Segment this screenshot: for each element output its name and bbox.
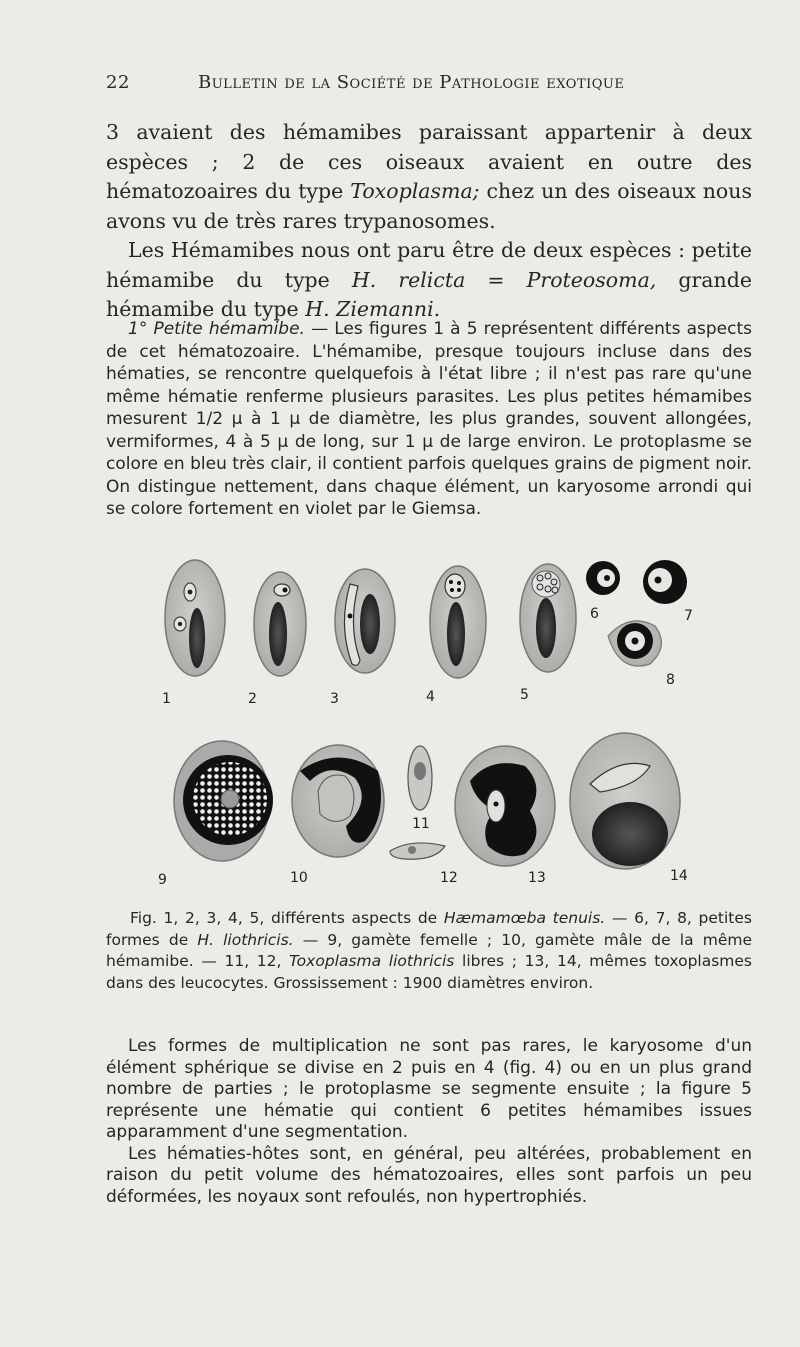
fig-label-8: 8 bbox=[666, 672, 675, 688]
cell-13-drawing bbox=[455, 746, 555, 866]
intro-paragraph-1 bbox=[106, 118, 752, 236]
figure-drawings bbox=[150, 556, 710, 896]
cell-8-drawing bbox=[608, 621, 661, 666]
fig-label-10: 10 bbox=[290, 870, 308, 886]
fig-label-12: 12 bbox=[440, 870, 458, 886]
cell-6-drawing bbox=[586, 561, 620, 595]
intro-paragraph-2 bbox=[106, 236, 752, 325]
fig-label-4: 4 bbox=[426, 689, 435, 705]
fig-label-14: 14 bbox=[670, 868, 688, 884]
fig-label-1: 1 bbox=[162, 691, 171, 707]
intro-paragraphs bbox=[106, 118, 752, 325]
host-cells-paragraph: Les hématies-hôtes sont, en général, peu altérées, probablement en raison du petit volume des hématozoaires, elles sont parfois un peu déformées, les noyaux sont refoulés, non hypertrophiés. bbox=[106, 1143, 752, 1207]
intro-line-2: 2 de ces oiseaux avaient en outre des hématozoaires du type bbox=[106, 149, 752, 203]
species-sentence-start: Les Hémamibes nous ont paru être de deux espèces : petite hémamibe du type bbox=[106, 238, 752, 292]
species-equals: = bbox=[465, 267, 527, 292]
intro-line-3: chez un des oiseaux nous avons vu de très rares trypanosomes. bbox=[106, 179, 752, 233]
journal-title: Bulletin de la Société de Pathologie exotique bbox=[198, 72, 625, 93]
fig-label-3: 3 bbox=[330, 691, 339, 707]
species-h-relicta: H. relicta bbox=[351, 267, 466, 292]
page-number: 22 bbox=[106, 72, 130, 93]
closing-paragraphs bbox=[106, 1036, 752, 1208]
cell-2-drawing bbox=[254, 572, 306, 676]
fig-label-11: 11 bbox=[412, 816, 430, 832]
fig-label-9: 9 bbox=[158, 872, 167, 888]
fig-label-2: 2 bbox=[248, 691, 257, 707]
caption-species-3: Toxoplasma liothricis bbox=[289, 952, 455, 970]
intro-line-1: 3 avaient des hémamibes paraissant appartenir à deux espèces ; bbox=[106, 120, 752, 174]
cell-12-drawing bbox=[390, 843, 445, 859]
fig-label-7: 7 bbox=[684, 608, 693, 624]
section-petite-hemamibe bbox=[106, 318, 752, 521]
running-header bbox=[106, 72, 766, 93]
cell-14-drawing bbox=[570, 733, 680, 869]
cell-7-drawing bbox=[643, 560, 687, 604]
cell-11-drawing bbox=[408, 746, 432, 810]
caption-species-1: Hæmamœba tenuis. bbox=[443, 909, 606, 927]
section-heading: 1° Petite hémamibe. bbox=[128, 319, 305, 339]
cell-5-drawing bbox=[520, 564, 576, 672]
fig-label-6: 6 bbox=[590, 606, 599, 622]
species-proteosoma: Proteosoma, bbox=[526, 267, 657, 292]
petite-hemamibe-paragraph bbox=[106, 318, 752, 521]
caption-species-2: H. liothricis. bbox=[197, 930, 294, 949]
fig-label-5: 5 bbox=[520, 687, 529, 703]
section-body: — Les figures 1 à 5 représentent différents aspects de cet hématozoaire. L'hémamibe, presque toujours incluse dans des hématies, se rencontre quelquefois à l'état libre ; il n'est pas rare qu'une même hématie renferme plusieurs parasites. Les plus petites hémamibes mesurent 1/2 μ à 1 μ de diamètre, les plus grandes, souvent allongées, vermiformes, 4 à 5 μ de long, sur 1 μ de large environ. Le protoplasme se colore en bleu très clair, il contient parfois quelques grains de pigment noir. On distingue nettement, dans chaque élément, un karyosome arrondi qui se colore fortement en violet par le Giemsa. bbox=[106, 319, 752, 519]
multiplication-paragraph: Les formes de multiplication ne sont pas rares, le karyosome d'un élément sphérique se divise en 2 puis en 4 (fig. 4) ou en un plus grand nombre de parties ; le protoplasme se segmente ensuite ; la figure 5 représente une hématie qui contient 6 petites hémamibes issues apparamment d'une segmentation. bbox=[106, 1036, 752, 1142]
cell-9-drawing bbox=[174, 741, 273, 861]
caption-part-3: — 9, gamète femelle ; 10, gamète mâle de la même hémamibe. — 11, 12, bbox=[106, 930, 752, 970]
cell-10-drawing bbox=[292, 745, 384, 857]
cell-4-drawing bbox=[430, 566, 486, 678]
cell-3-drawing bbox=[335, 569, 395, 673]
figure-caption bbox=[106, 908, 752, 994]
species-h-ziemanni: H. Ziemanni. bbox=[305, 297, 441, 321]
species-sentence-mid: grande hémamibe du type bbox=[106, 267, 752, 321]
fig-label-13: 13 bbox=[528, 870, 546, 886]
caption-part-2: — 6, 7, 8, petites formes de bbox=[106, 909, 752, 949]
figure-plate bbox=[150, 556, 710, 896]
caption-part-1: Fig. 1, 2, 3, 4, 5, différents aspects de bbox=[130, 909, 444, 927]
caption-part-4: libres ; 13, 14, mêmes toxoplasmes dans des leucocytes. Grossissement : 1900 diamètres environ. bbox=[106, 952, 752, 992]
toxoplasma-term: Toxoplasma; bbox=[350, 179, 480, 203]
cell-1-drawing bbox=[165, 560, 225, 676]
caption-text bbox=[106, 908, 752, 994]
